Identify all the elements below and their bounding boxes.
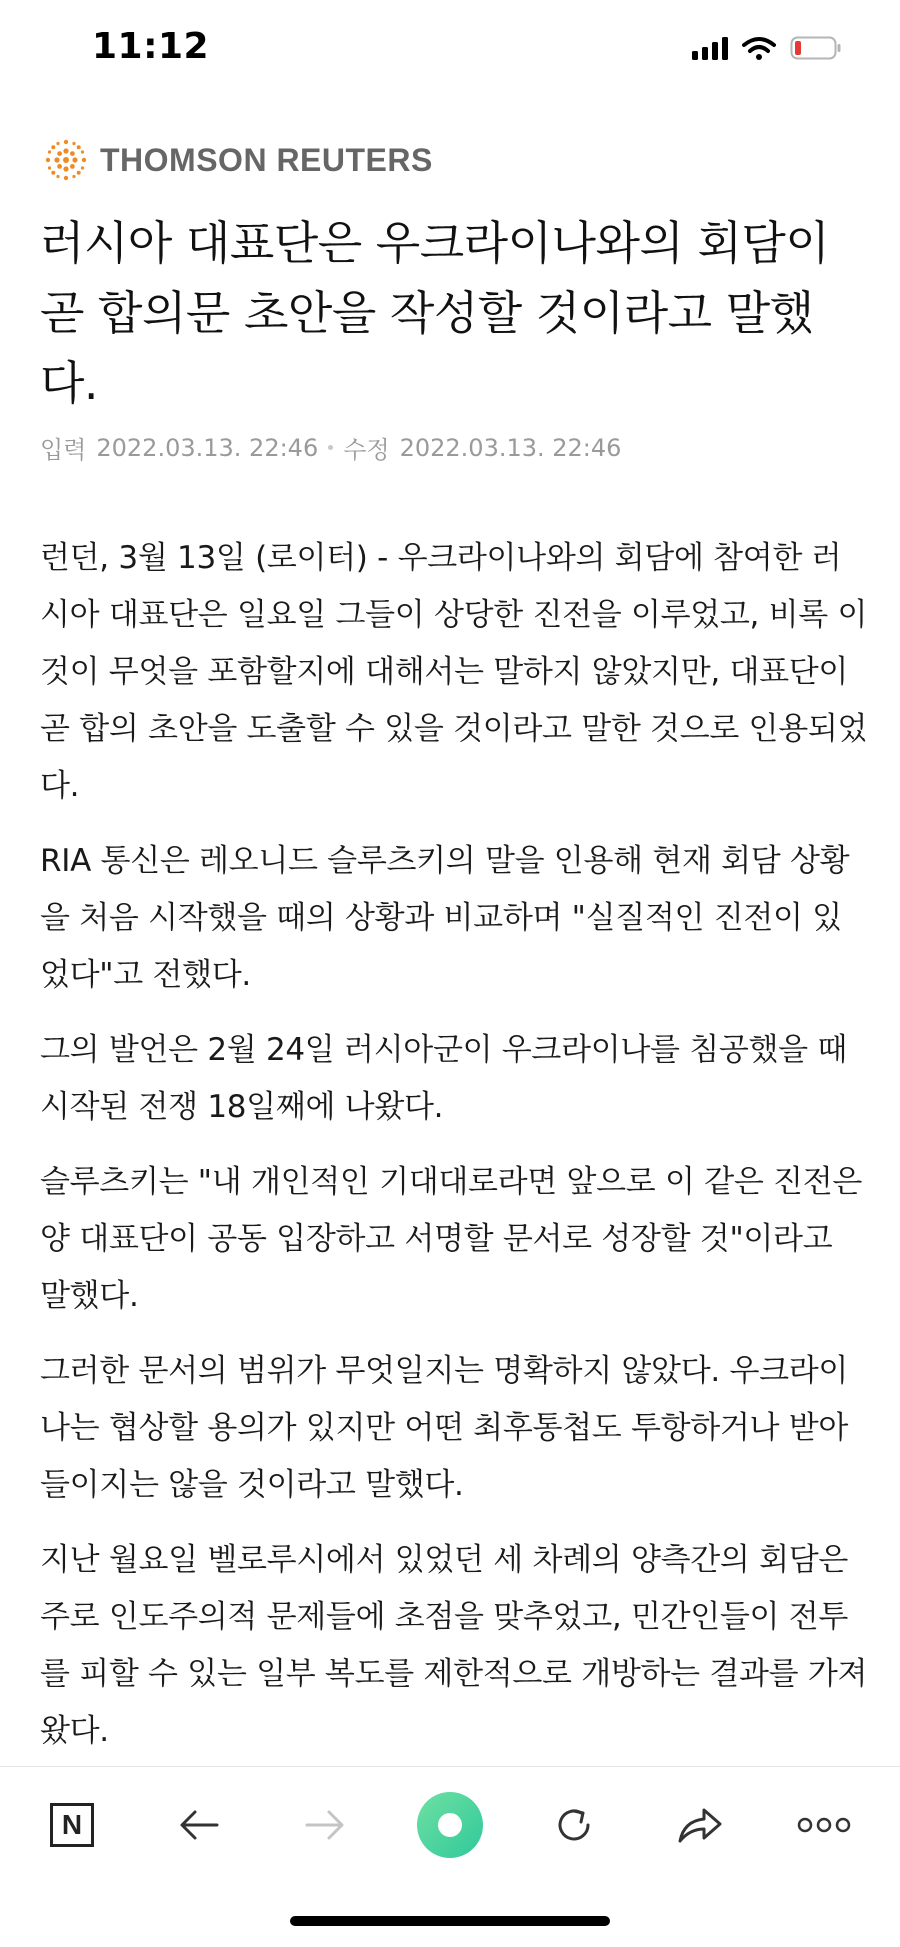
article-paragraph: 런던, 3월 13일 (로이터) - 우크라이나와의 회담에 참여한 러시아 대표단은 일요일 그들이 상당한 진전을 이루었고, 비록 이것이 무엇을 포함할지에 대해서는 말하지 않았지만, 대표단이 곧 합의 초안을 도출할 수 있을 것이라고 말한 것으로 인용되었다. xyxy=(40,540,868,804)
battery-low-icon xyxy=(790,36,842,60)
back-button[interactable] xyxy=(163,1789,235,1861)
article-body xyxy=(40,530,870,1778)
article-paragraph: 그러한 문서의 범위가 무엇일지는 명확하지 않았다. 우크라이나는 협상할 용의가 있지만 어떤 최후통첩도 투항하거나 받아들이지는 않을 것이라고 말했다. xyxy=(40,1353,849,1503)
naver-icon: N xyxy=(50,1803,94,1847)
article-paragraph: RIA 통신은 레오니드 슬루츠키의 말을 인용해 현재 회담 상황을 처음 시작했을 때의 상황과 비교하며 "실질적인 진전이 있었다"고 전했다. xyxy=(40,843,850,993)
article-dates xyxy=(40,430,621,465)
status-icons xyxy=(692,36,842,60)
share-button[interactable] xyxy=(664,1789,736,1861)
naver-home-button[interactable] xyxy=(36,1789,108,1861)
status-time: 11:12 xyxy=(92,26,210,67)
wifi-icon xyxy=(742,36,776,60)
reuters-logo-icon xyxy=(40,134,92,186)
green-dot-button[interactable] xyxy=(414,1789,486,1861)
more-icon xyxy=(796,1815,852,1835)
article-paragraph: 그의 발언은 2월 24일 러시아군이 우크라이나를 침공했을 때 시작된 전쟁 18일째에 나왔다. xyxy=(40,1032,848,1125)
source-brand[interactable] xyxy=(40,134,433,186)
share-icon xyxy=(676,1805,724,1845)
refresh-icon xyxy=(552,1803,596,1847)
modified-label: 수정 xyxy=(343,436,390,464)
modified-date: 2022.03.13. 22:46 xyxy=(399,433,622,462)
article-paragraph: 슬루츠키는 "내 개인적인 기대대로라면 앞으로 이 같은 진전은 양 대표단이 공동 입장하고 서명할 문서로 성장할 것"이라고 말했다. xyxy=(40,1164,862,1314)
home-indicator[interactable] xyxy=(290,1916,610,1926)
back-arrow-icon xyxy=(177,1807,221,1843)
refresh-button[interactable] xyxy=(538,1789,610,1861)
published-label: 입력 xyxy=(40,436,87,464)
article-paragraph: 지난 월요일 벨로루시에서 있었던 세 차례의 양측간의 회담은 주로 인도주의적 문제들에 초점을 맞추었고, 민간인들이 전투를 피할 수 있는 일부 복도를 제한적으로 개방하는 결과를 가져왔다. xyxy=(40,1542,868,1749)
separator-dot xyxy=(328,445,333,450)
forward-button[interactable] xyxy=(289,1789,361,1861)
cellular-signal-icon xyxy=(692,36,728,60)
article-headline: 러시아 대표단은 우크라이나와의 회담이 곧 합의문 초안을 작성할 것이라고 말했다. xyxy=(40,216,830,410)
green-dot-icon xyxy=(417,1792,483,1858)
more-button[interactable] xyxy=(788,1789,860,1861)
published-date: 2022.03.13. 22:46 xyxy=(96,433,319,462)
forward-arrow-icon xyxy=(303,1807,347,1843)
source-name: THOMSON REUTERS xyxy=(100,141,433,178)
status-bar xyxy=(0,0,900,100)
